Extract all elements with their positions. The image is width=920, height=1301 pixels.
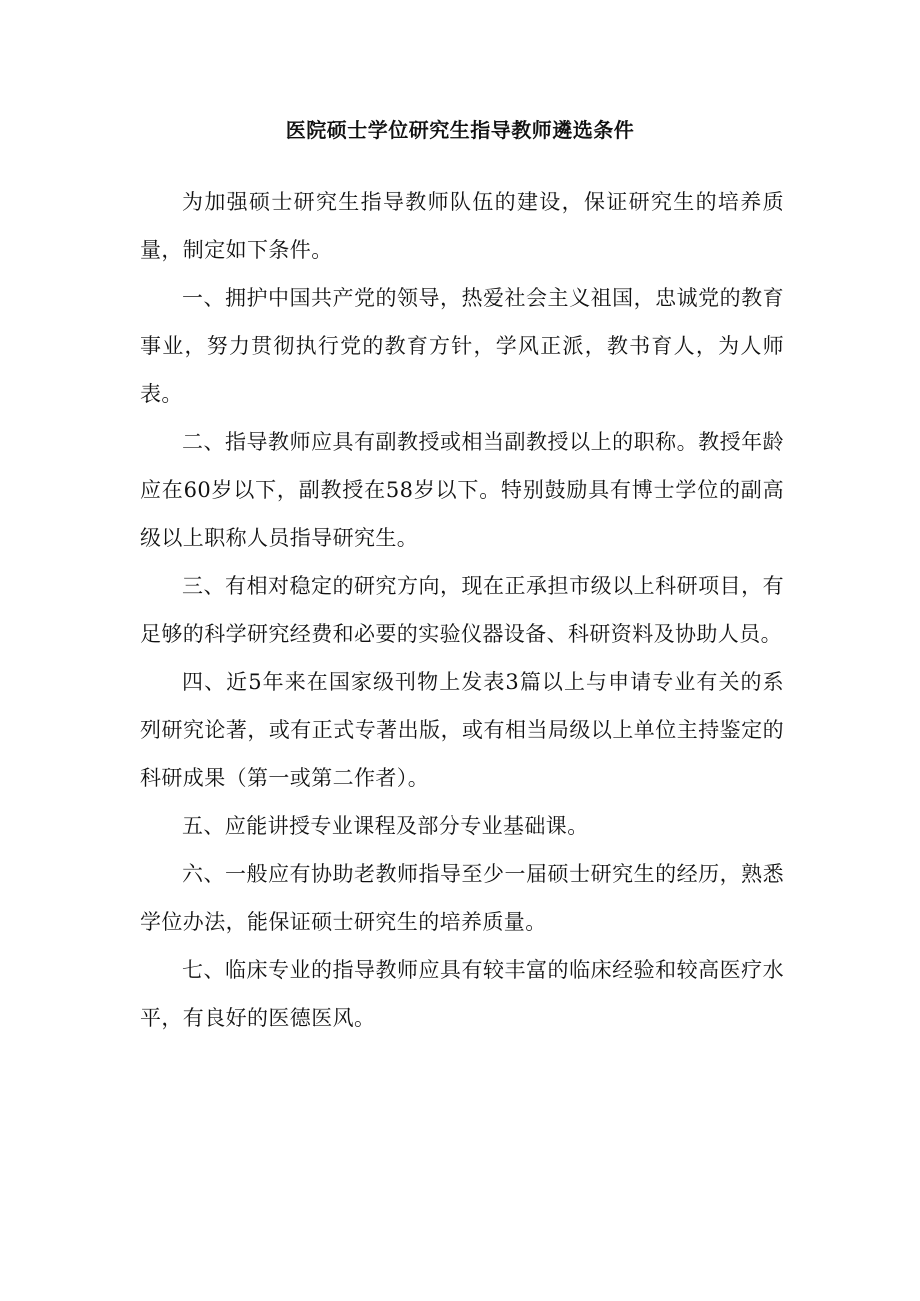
document-body bbox=[140, 178, 784, 1042]
condition-5-paragraph: 五、应能讲授专业课程及部分专业基础课。 bbox=[182, 814, 589, 838]
condition-6-paragraph: 六、一般应有协助老教师指导至少一届硕士研究生的经历，熟悉学位办法，能保证硕士研究生的培养质量。 bbox=[140, 862, 784, 934]
intro-paragraph: 为加强硕士研究生指导教师队伍的建设，保证研究生的培养质量，制定如下条件。 bbox=[140, 190, 784, 262]
condition-3-paragraph: 三、有相对稳定的研究方向，现在正承担市级以上科研项目，有足够的科学研究经费和必要的实验仪器设备、科研资料及协助人员。 bbox=[140, 574, 784, 646]
condition-4-paragraph: 四、近5年来在国家级刊物上发表3篇以上与申请专业有关的系列研究论著，或有正式专著出版，或有相当局级以上单位主持鉴定的科研成果（第一或第二作者）。 bbox=[140, 670, 784, 790]
condition-1-paragraph: 一、拥护中国共产党的领导，热爱社会主义祖国，忠诚党的教育事业，努力贯彻执行党的教育方针，学风正派，教书育人，为人师表。 bbox=[140, 286, 784, 406]
condition-2-paragraph: 二、指导教师应具有副教授或相当副教授以上的职称。教授年龄应在60岁以下，副教授在58岁以下。特别鼓励具有博士学位的副高级以上职称人员指导研究生。 bbox=[140, 430, 784, 550]
condition-7-paragraph: 七、临床专业的指导教师应具有较丰富的临床经验和较高医疗水平，有良好的医德医风。 bbox=[140, 958, 784, 1030]
document-title: 医院硕士学位研究生指导教师遴选条件 bbox=[285, 118, 635, 142]
